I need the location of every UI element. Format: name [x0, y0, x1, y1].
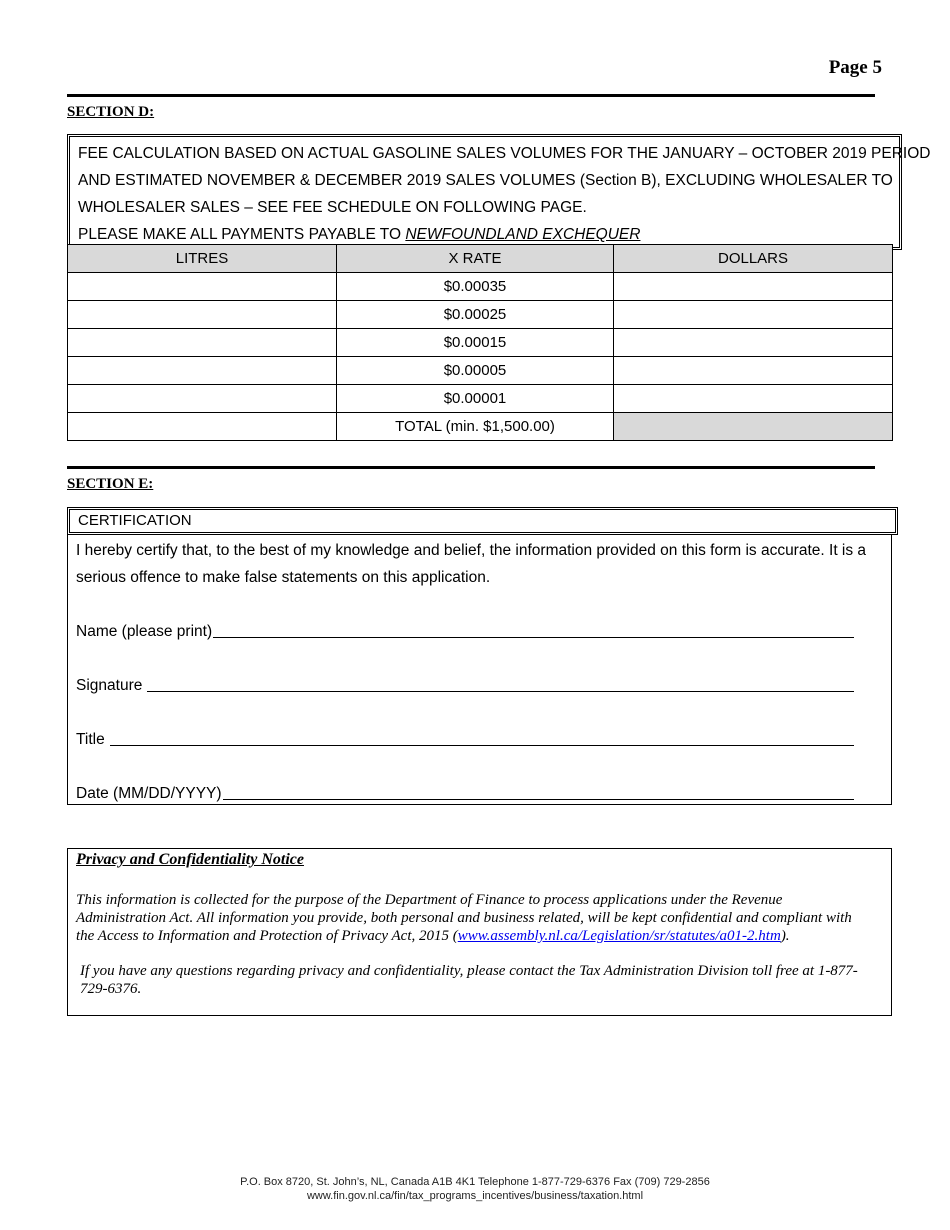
privacy-paragraph-1-end: ). — [780, 928, 790, 944]
rate-cell: $0.00001 — [337, 385, 614, 413]
certification-body — [67, 535, 892, 805]
total-dollars-input[interactable] — [614, 413, 893, 441]
certification-title: CERTIFICATION — [67, 507, 898, 535]
dollars-input[interactable] — [614, 301, 893, 329]
privacy-title: Privacy and Confidentiality Notice — [76, 851, 304, 868]
payable-prefix: PLEASE MAKE ALL PAYMENTS PAYABLE TO — [78, 226, 406, 243]
privacy-paragraph-2: If you have any questions regarding privacy and confidentiality, please contact the Tax Administration Division toll free at 1-877-729-6376. — [80, 963, 858, 997]
fee-calculation-header — [67, 134, 931, 250]
page-number: Page 5 — [828, 57, 882, 78]
dollars-input[interactable] — [614, 385, 893, 413]
rate-cell: $0.00015 — [337, 329, 614, 357]
table-row — [68, 329, 893, 357]
header-line-1: FEE CALCULATION BASED ON ACTUAL GASOLINE SALES VOLUMES FOR THE JANUARY – OCTOBER 2019 PERIOD — [78, 145, 931, 162]
signature-field-label: Signature — [76, 677, 143, 694]
section-d-divider — [67, 94, 875, 97]
litres-input[interactable] — [68, 273, 337, 301]
name-field[interactable] — [76, 619, 854, 641]
privacy-act-link[interactable]: www.assembly.nl.ca/Legislation/sr/statutes/a01-2.htm — [457, 928, 781, 944]
rate-cell: $0.00035 — [337, 273, 614, 301]
footer-url: www.fin.gov.nl.ca/fin/tax_programs_incentives/business/taxation.html — [306, 1190, 644, 1202]
header-line-3: WHOLESALER SALES – SEE FEE SCHEDULE ON FOLLOWING PAGE. — [78, 199, 587, 216]
litres-input[interactable] — [68, 301, 337, 329]
dollars-input[interactable] — [614, 357, 893, 385]
fee-table — [67, 244, 893, 441]
certification-statement: I hereby certify that, to the best of my knowledge and belief, the information provided on this form is accurate. It is a serious offence to make false statements on this application. — [76, 542, 867, 586]
title-field-label: Title — [76, 731, 105, 748]
column-header-litres: LITRES — [68, 245, 337, 273]
litres-input[interactable] — [68, 385, 337, 413]
footer-address: P.O. Box 8720, St. John’s, NL, Canada A1B 4K1 Telephone 1-877-729-6376 Fax (709) 729-2856 — [240, 1176, 710, 1188]
section-d-label: SECTION D: — [67, 104, 155, 120]
name-field-label: Name (please print) — [76, 623, 213, 640]
section-e-label: SECTION E: — [67, 476, 154, 492]
rate-cell: $0.00005 — [337, 357, 614, 385]
header-line-2: AND ESTIMATED NOVEMBER & DECEMBER 2019 SALES VOLUMES (Section B), EXCLUDING WHOLESALER TO — [78, 172, 893, 189]
rate-cell: $0.00025 — [337, 301, 614, 329]
total-spacer — [68, 413, 337, 441]
total-row — [68, 413, 893, 441]
title-field[interactable] — [76, 727, 854, 749]
litres-input[interactable] — [68, 329, 337, 357]
date-input-line[interactable] — [223, 798, 854, 800]
privacy-paragraph-1 — [76, 891, 866, 945]
column-header-dollars: DOLLARS — [614, 245, 893, 273]
table-row — [68, 273, 893, 301]
signature-field[interactable] — [76, 673, 854, 695]
total-label: TOTAL (min. $1,500.00) — [337, 413, 614, 441]
table-row — [68, 357, 893, 385]
column-header-rate: X RATE — [337, 245, 614, 273]
fee-table-header — [68, 245, 893, 273]
page-footer — [0, 1175, 950, 1203]
date-field-label: Date (MM/DD/YYYY) — [76, 785, 222, 802]
section-e-divider — [67, 466, 875, 469]
table-row — [68, 301, 893, 329]
table-row — [68, 385, 893, 413]
name-input-line[interactable] — [213, 636, 854, 638]
privacy-notice — [67, 848, 892, 1016]
litres-input[interactable] — [68, 357, 337, 385]
privacy-paragraph-1-text: This information is collected for the purpose of the Department of Finance to process applications under the Revenue Administration Act. All information you provide, both personal and business related, will be kept confidential and compliant with the Access to Information and Protection of Privacy Act, 2015 ( — [76, 892, 852, 944]
title-input-line[interactable] — [110, 744, 854, 746]
payable-to: NEWFOUNDLAND EXCHEQUER — [405, 226, 641, 243]
signature-input-line[interactable] — [147, 690, 854, 692]
dollars-input[interactable] — [614, 273, 893, 301]
dollars-input[interactable] — [614, 329, 893, 357]
date-field[interactable] — [76, 781, 854, 803]
